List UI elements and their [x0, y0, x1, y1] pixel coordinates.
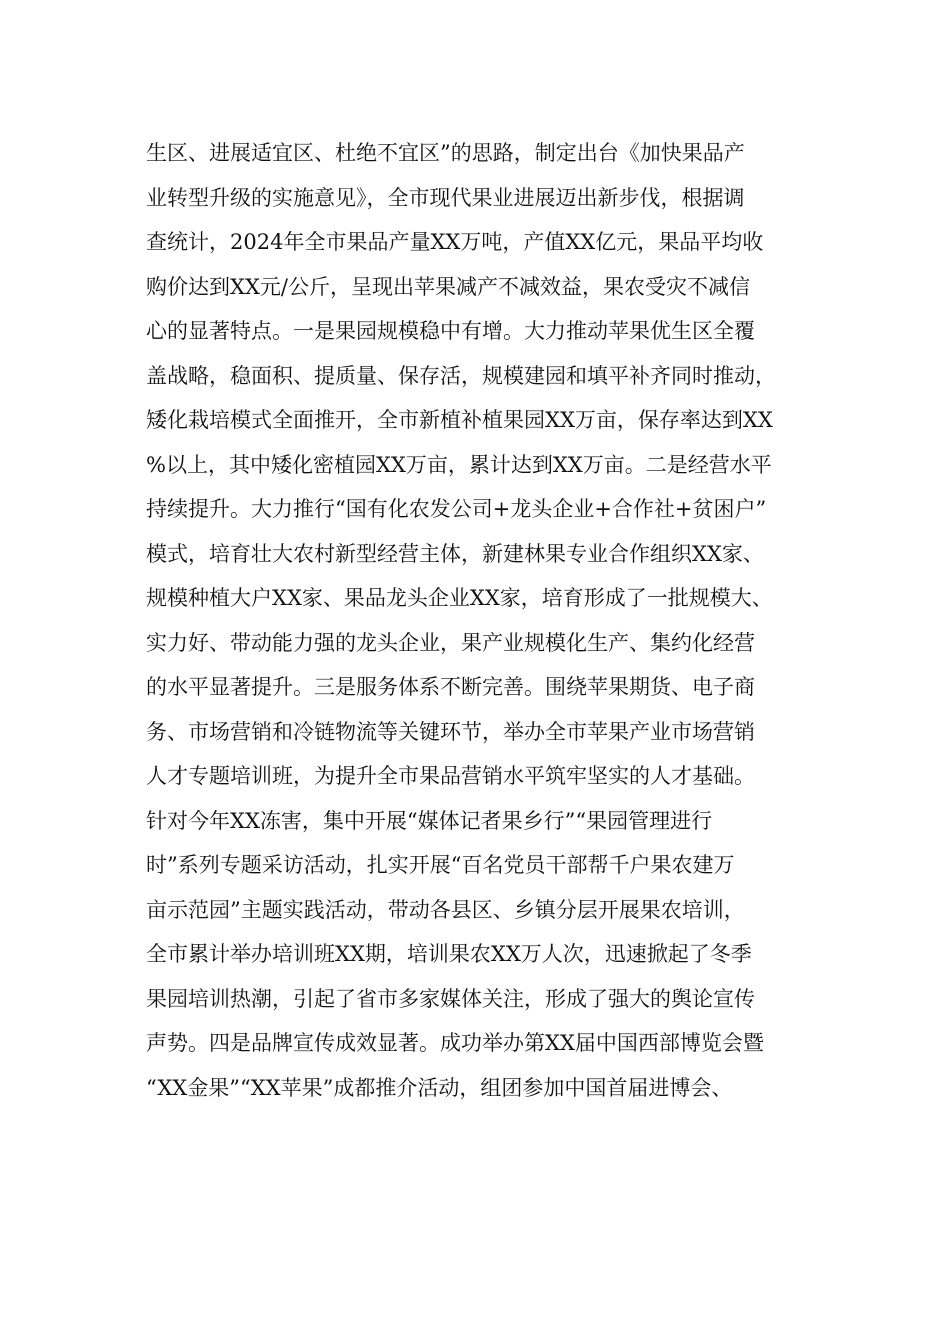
- text-line: 购价达到XX元/公斤，呈现出苹果减产不减效益，果农受灾不减信: [146, 274, 750, 299]
- text-line: 针对今年XX冻害，集中开展“媒体记者果乡行”“果园管理进行: [146, 808, 713, 833]
- text-line: 模式，培育壮大农村新型经营主体，新建林果专业合作组织XX家、: [146, 541, 764, 566]
- text-line: %以上，其中矮化密植园XX万亩，累计达到XX万亩。二是经营水平: [146, 452, 772, 477]
- text-line: 果园培训热潮，引起了省市多家媒体关注，形成了强大的舆论宣传: [146, 986, 755, 1011]
- text-line: 人才专题培训班，为提升全市果品营销水平筑牢坚实的人才基础。: [146, 764, 755, 788]
- text-line: 务、市场营销和冷链物流等关键环节，举办全市苹果产业市场营销: [146, 719, 755, 744]
- text-line: 查统计，2024年全市果品产量XX万吨，产值XX亿元，果品平均收: [146, 230, 764, 254]
- body-paragraph: [146, 131, 836, 1110]
- text-line: 持续提升。大力推行“国有化农发公司+龙头企业+合作社+贫困户”: [146, 497, 767, 521]
- text-line: 生区、进展适宜区、杜绝不宜区”的思路，制定出台《加快果品产: [146, 141, 745, 165]
- text-line: 亩示范园”主题实践活动，带动各县区、乡镇分层开展果农培训，: [146, 897, 745, 922]
- text-line: 声势。四是品牌宣传成效显著。成功举办第XX届中国西部博览会暨: [146, 1031, 764, 1055]
- text-line: 心的显著特点。一是果园规模稳中有增。大力推动苹果优生区全覆: [146, 319, 755, 343]
- text-line: 盖战略，稳面积、提质量、保存活，规模建园和填平补齐同时推动，: [146, 363, 776, 388]
- text-line: 规模种植大户XX家、果品龙头企业XX家，培育形成了一批规模大、: [146, 586, 773, 610]
- text-line: 实力好、带动能力强的龙头企业，果产业规模化生产、集约化经营: [146, 630, 755, 655]
- text-line: 时”系列专题采访活动，扎实开展“百名党员干部帮千户果农建万: [146, 853, 735, 877]
- text-line: “XX金果”“XX苹果”成都推介活动，组团参加中国首届进博会、: [146, 1075, 733, 1100]
- text-line: 全市累计举办培训班XX期，培训果农XX万人次，迅速掀起了冬季: [146, 942, 752, 966]
- text-line: 矮化栽培模式全面推开，全市新植补植果园XX万亩，保存率达到XX: [146, 408, 773, 432]
- text-line: 业转型升级的实施意见》，全市现代果业进展迈出新步伐，根据调: [146, 185, 745, 210]
- text-line: 的水平显著提升。三是服务体系不断完善。围绕苹果期货、电子商: [146, 675, 755, 699]
